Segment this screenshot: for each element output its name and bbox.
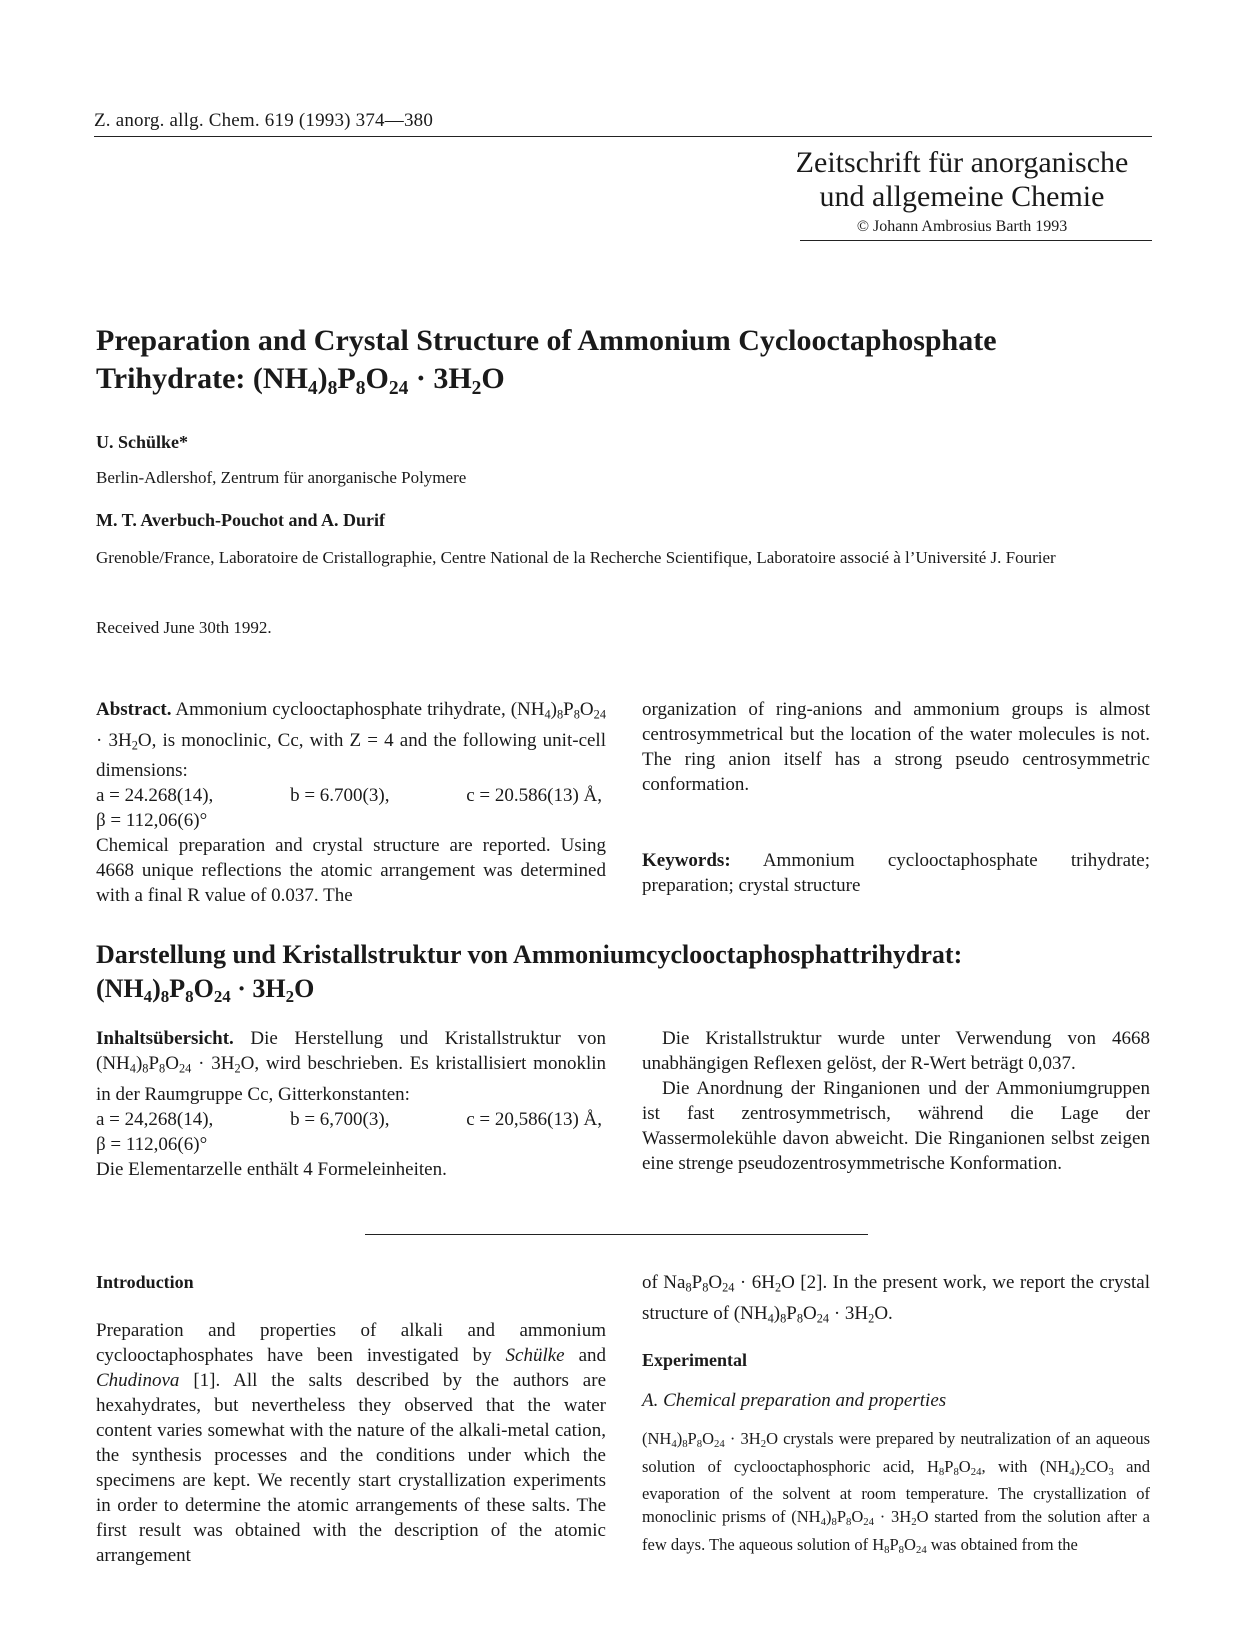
affiliation-2: Grenoble/France, Laboratoire de Cristallographie, Centre National de la Recherche Scientifique, Laboratoire associé à l’Université J. Fourier <box>96 548 1056 567</box>
german-param-b: b = 6,700(3), <box>290 1108 390 1130</box>
exp-t2: , with (NH <box>981 1456 1070 1476</box>
journal-citation: Z. anorg. allg. Chem. 619 (1993) 374—380 <box>94 110 434 131</box>
keywords-label: Keywords: <box>642 850 731 871</box>
german-right-p2: Die Anordnung der Ringanionen und der Ammoniumgruppen ist fast zentrosymmetrisch, während die Lage der Wassermolekühle davon abweicht. Die Ringanionen selbst zeigen eine strenge pseudozentrosymmetrische Konformation. <box>642 1078 1150 1174</box>
exp-t4: started from the solution after a few days. The aqueous solution of H <box>642 1506 1150 1554</box>
intro-t3: [1]. All the salts described by the authors are hexahydrates, but nevertheless they observed that the water content varies somewhat with the nature of the alkali-metal cation, the synthesis processes and the conditions under which the specimens are kept. We recently start crystallization experiments in order to determine the atomic arrangements of these salts. The first result was obtained with the description of the atomic arrangement <box>96 1370 606 1566</box>
introduction-text <box>96 1318 606 1568</box>
abstract-formula-tail: , is monoclinic, Cc, with Z = 4 and the following unit-cell dimensions: <box>96 729 606 782</box>
intro-author-1: Schülke <box>505 1345 565 1366</box>
german-formula-tail: , wird beschrieben. Es kristallisiert monoklin in der Raumgruppe Cc, Gitterkonstanten: <box>96 1053 606 1105</box>
exp-t5: was obtained from the <box>926 1534 1078 1554</box>
intro-r1: of Na <box>642 1272 686 1293</box>
masthead-rule <box>800 240 1152 241</box>
journal-name-line2: und allgemeine Chemie <box>819 180 1105 213</box>
article-title <box>96 322 1156 408</box>
author-1: U. Schülke* <box>96 432 189 452</box>
german-lead: Die Herstellung und Kristallstruktur von <box>250 1028 606 1049</box>
title-line2-text: Trihydrate: (NH <box>96 362 308 395</box>
introduction-continued: of $Na_8P_8O_{24} \cdot 6H_2O$ [2]. In the present work, we report the crystal structure of $(NH_4)_8P_8O_{24} \cdot 3H_2O$. <box>642 1272 1150 1326</box>
keywords <box>642 848 1150 898</box>
header-rule <box>94 136 1152 137</box>
experimental-subheading: A. Chemical preparation and properties <box>642 1390 947 1411</box>
german-label: Inhaltsübersicht. <box>96 1028 234 1049</box>
experimental-text: $(NH_4)_8P_8O_{24} \cdot 3H_2O$ crystals were prepared by neutralization of an aqueous solution of cyclooctaphosphoric acid, $H_8P_8O_{24}$, with $(NH_4)_2CO_3$ and evaporation of the solvent at room temperature. The crystallization of monoclinic prisms of $(NH_4)_8P_8O_{24} \cdot 3H_2O$ started from the solution after a few days. The aqueous solution of $H_8P_8O_{24}$ was obtained from the <box>642 1429 1151 1556</box>
param-b: b = 6.700(3), <box>290 785 390 807</box>
german-title-formula: $(NH_4)_8P_8O_{24} \cdot 3H_2O$ <box>96 974 315 1007</box>
journal-masthead <box>772 146 1152 236</box>
german-summary-left: Inhaltsübersicht. Die Herstellung und Kristallstruktur von $(NH_4)_8P_8O_{24} \cdot 3H_2O$, wird beschrieben. Es kristallisiert monoklin in der Raumgruppe Cc, Gitterkonstanten: a = 24,268(14), b = 6,700(3), c = 20,586(13) Å, β = 112,06(6)° Die Elementarzelle enthält 4 Formeleinheiten. <box>96 1028 606 1180</box>
exp-t1: crystals were prepared by neutralization of an aqueous solution of cyclooctaphosphoric acid, H <box>642 1429 1151 1476</box>
param-c: c = 20.586(13) Å, <box>466 785 602 807</box>
abstract-label: Abstract. <box>96 699 172 720</box>
received-date: Received June 30th 1992. <box>96 618 272 637</box>
experimental-heading: Experimental <box>642 1350 747 1370</box>
abstract-left: Abstract. Ammonium cyclooctaphosphate trihydrate, $(NH_4)_8P_8O_{24} \cdot 3H_2O$, is monoclinic, Cc, with Z = 4 and the following unit-cell dimensions: a = 24.268(14), b = 6.700(3), c = 20.586(13) Å, β = 112,06(6)° Chemical preparation and crystal structure are reported. Using 4668 unique reflections the atomic arrangement was determined with a final R value of 0.037. The <box>96 699 606 907</box>
abstract-text2: Chemical preparation and crystal structure are reported. Using 4668 unique reflections the atomic arrangement was determined with a final R value of 0.037. The <box>96 835 606 907</box>
abstract-lead: Ammonium cyclooctaphosphate trihydrate, <box>175 699 506 720</box>
german-right-p1: Die Kristallstruktur wurde unter Verwendung von 4668 unabhängigen Reflexen gelöst, der R-Wert beträgt 0,037. <box>642 1028 1150 1074</box>
title-line1: Preparation and Crystal Structure of Ammonium Cyclooctaphosphate <box>96 324 997 357</box>
copyright: © Johann Ambrosius Barth 1993 <box>856 218 1068 235</box>
abstract-cell-params <box>96 783 606 808</box>
german-param-beta: β = 112,06(6)° <box>96 1133 208 1155</box>
german-last: Die Elementarzelle enthält 4 Formeleinheiten. <box>96 1158 447 1180</box>
german-param-a: a = 24,268(14), <box>96 1108 214 1130</box>
param-a: a = 24.268(14), <box>96 785 214 807</box>
keywords-text: Ammonium cyclooctaphosphate trihydrate; preparation; crystal structure <box>642 850 1150 896</box>
german-cell-params <box>96 1107 606 1132</box>
exp-t3: and evaporation of the solvent at room temperature. The crystallization of monoclinic prisms of (NH <box>642 1456 1150 1526</box>
param-beta: β = 112,06(6)° <box>96 810 208 832</box>
intro-t2: and <box>564 1345 606 1366</box>
intro-t1: Preparation and properties of alkali and ammonium cyclooctaphosphates have been investigated by <box>96 1320 606 1366</box>
intro-author-2: Chudinova <box>96 1370 180 1391</box>
introduction-heading: Introduction <box>96 1272 194 1292</box>
affiliation-1: Berlin-Adlershof, Zentrum für anorganische Polymere <box>96 468 467 487</box>
title-line2: Trihydrate: $(NH_4)_8P_8O_{24} \cdot 3H_2O$ <box>96 362 505 399</box>
abstract-right: organization of ring-anions and ammonium groups is almost centrosymmetrical but the location of the water molecules is not. The ring anion itself has a strong pseudo centrosymmetric conformation. <box>642 699 1150 795</box>
author-2: M. T. Averbuch-Pouchot and A. Durif <box>96 510 386 530</box>
german-summary-right <box>642 1026 1150 1176</box>
german-param-c: c = 20,586(13) Å, <box>466 1108 602 1130</box>
intro-r2: [2]. In the present work, we report the crystal structure of (NH <box>642 1272 1150 1324</box>
journal-name-line1: Zeitschrift für anorganische <box>795 146 1129 179</box>
german-title-line1: Darstellung und Kristallstruktur von Ammoniumcyclooctaphosphattrihydrat: <box>96 940 963 969</box>
section-divider <box>365 1234 868 1235</box>
german-title <box>96 938 1156 1014</box>
